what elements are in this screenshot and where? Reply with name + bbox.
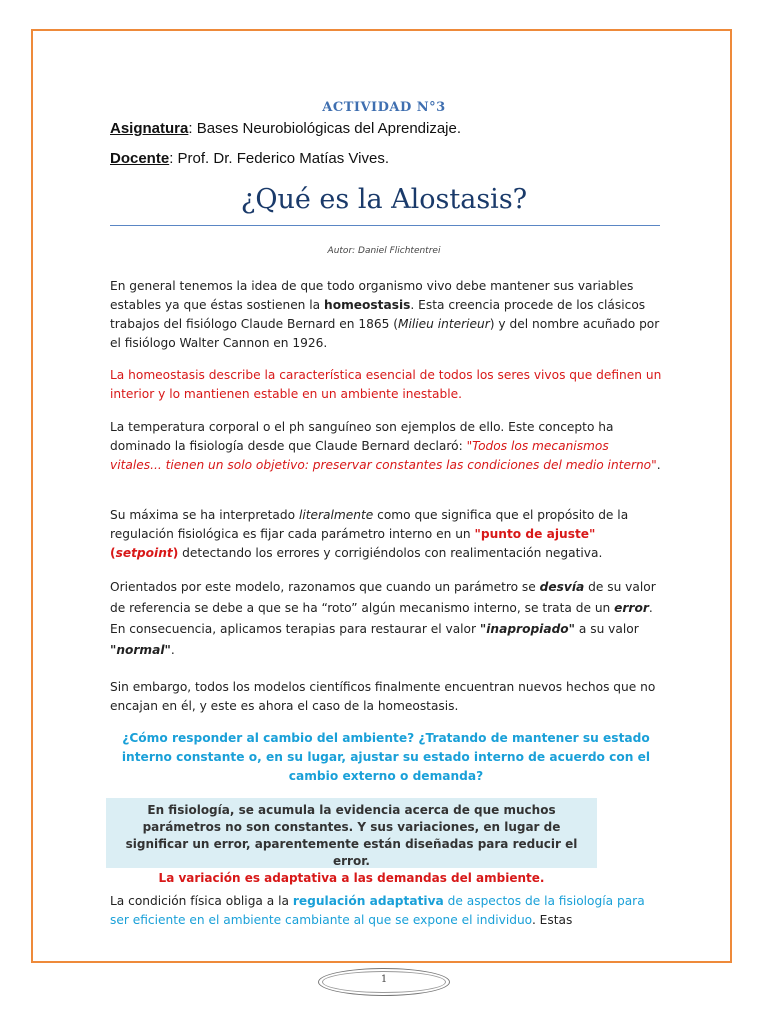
- p4-text-3: detectando los errores y corrigiéndolos con realimentación negativa.: [178, 546, 603, 560]
- p5-end: .: [170, 643, 175, 657]
- box-highlight: La variación es adaptativa a las demandas del ambiente.: [158, 871, 545, 885]
- p8-cyan-text: de aspectos de la fisiología para ser eficiente en el ambiente cambiante al que se expone el individuo: [110, 894, 645, 927]
- activity-heading: ACTIVIDAD N°3: [322, 100, 446, 115]
- p5-error: error: [614, 601, 649, 615]
- p8-end: . Estas: [531, 913, 573, 927]
- page-title: ¿Qué es la Alostasis?: [240, 184, 528, 215]
- p4-paren-open: (: [110, 546, 116, 560]
- page-number-badge: [318, 968, 450, 996]
- paragraph-2: La homeostasis describe la característica esencial de todos los seres vivos que definen un interior y lo mantienen estable en un ambiente inestable.: [110, 368, 662, 401]
- p3-end: .: [656, 458, 661, 472]
- paragraph-6: Sin embargo, todos los modelos científicos finalmente encuentran nuevos hechos que no encajan en él, y este es ahora el caso de la homeostasis.: [110, 680, 656, 713]
- teacher-value: : Prof. Dr. Federico Matías Vives.: [169, 150, 389, 167]
- subject-label: Asignatura: [110, 120, 189, 137]
- author-line: Autor: Daniel Flichtentrei: [327, 246, 441, 256]
- p4-paren-close: ): [172, 546, 179, 560]
- page-number: 1: [380, 974, 388, 985]
- highlight-box: [106, 798, 597, 885]
- title-divider: [110, 225, 660, 226]
- p5-desvia: desvía: [539, 580, 585, 594]
- p1-milieu: Milieu interieur: [398, 317, 490, 331]
- paragraph-8: [110, 892, 662, 930]
- p4-punto-ajuste: "punto de ajuste": [474, 527, 596, 541]
- p1-text-2: . Esta creencia procede de los clásicos trabajos del fisiólogo Claude Bernard en 1865 (: [110, 298, 646, 331]
- p4-text: Su máxima se ha interpretado: [110, 508, 299, 522]
- p3-text: La temperatura corporal o el ph sanguíneo son ejemplos de ello. Este concepto ha dominado la fisiología desde que Claude Bernard declaró:: [110, 420, 614, 453]
- subject-line: [110, 120, 461, 137]
- teacher-label: Docente: [110, 150, 170, 167]
- subject-value: : Bases Neurobiológicas del Aprendizaje.: [188, 120, 462, 137]
- paragraph-5: [110, 577, 662, 661]
- p5-text-3: . En consecuencia, aplicamos terapias para restaurar el valor: [110, 601, 653, 636]
- paragraph-4: [110, 506, 662, 563]
- p5-text: Orientados por este modelo, razonamos que cuando un parámetro se: [110, 580, 540, 594]
- p5-normal: "normal": [110, 643, 171, 657]
- box-text: En fisiología, se acumula la evidencia acerca de que muchos parámetros no son constantes. Y sus variaciones, en lugar de significar un error, aparentemente están diseñadas para reducir el error.: [125, 803, 578, 868]
- p1-homeostasis: homeostasis: [324, 298, 411, 312]
- p4-text-2: como que significa que el propósito de la regulación fisiológica es fijar cada parámetro interno en un: [110, 508, 629, 541]
- p3-quote: "Todos los mecanismos vitales... tienen un solo objetivo: preservar constantes las condiciones del medio interno": [110, 439, 657, 472]
- p5-text-4: a su valor: [575, 622, 639, 636]
- p8-text: La condición física obliga a la: [110, 894, 293, 908]
- p5-text-2: de su valor de referencia se debe a que se ha “roto” algún mecanismo interno, se trata de un: [110, 580, 656, 615]
- p8-regulacion: regulación adaptativa: [292, 894, 444, 908]
- p4-setpoint: setpoint: [115, 546, 173, 560]
- p1-text-3: ) y del nombre acuñado por el fisiólogo Walter Cannon en 1926.: [110, 317, 660, 350]
- p4-literalmente: literalmente: [298, 508, 374, 522]
- p1-text: En general tenemos la idea de que todo organismo vivo debe mantener sus variables estables ya que éstas sostienen la: [110, 279, 634, 312]
- p5-inapropiado: "inapropiado": [479, 622, 576, 636]
- question-paragraph: ¿Cómo responder al cambio del ambiente? ¿Tratando de mantener su estado interno constante o, en su lugar, ajustar su estado interno de acuerdo con el cambio externo o demanda?: [121, 731, 651, 783]
- paragraph-3: [110, 418, 662, 475]
- paragraph-1: [110, 277, 662, 353]
- teacher-line: [110, 150, 389, 167]
